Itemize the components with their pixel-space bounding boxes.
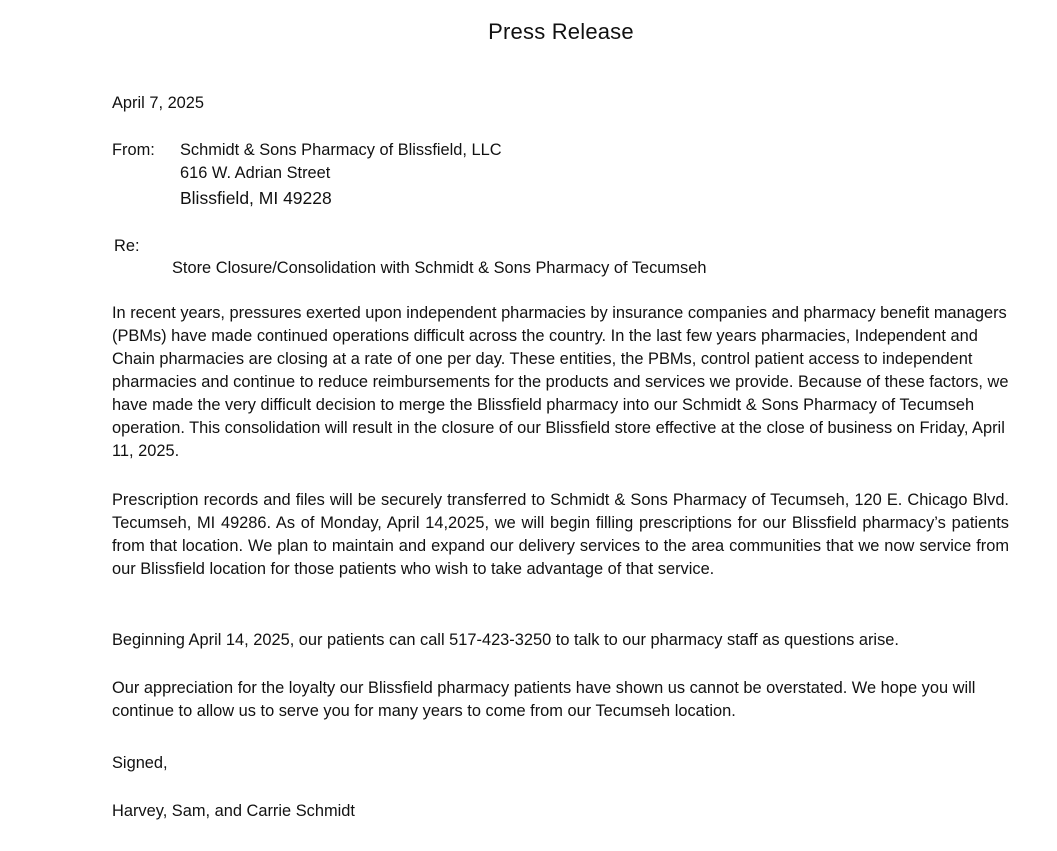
signatories: Harvey, Sam, and Carrie Schmidt xyxy=(112,802,355,820)
from-label: From: xyxy=(112,141,155,159)
from-city: Blissfield, MI 49228 xyxy=(180,188,332,208)
document-title: Press Release xyxy=(488,19,634,44)
re-subject: Store Closure/Consolidation with Schmidt & Sons Pharmacy of Tecumseh xyxy=(172,259,707,277)
closing: Signed, xyxy=(112,754,168,772)
paragraph-contact: Beginning April 14, 2025, our patients can call 517-423-3250 to talk to our pharmacy staff as questions arise. xyxy=(112,631,899,649)
re-label: Re: xyxy=(114,237,140,255)
release-date: April 7, 2025 xyxy=(112,94,205,112)
from-company: Schmidt & Sons Pharmacy of Blissfield, LLC xyxy=(180,141,502,159)
from-street: 616 W. Adrian Street xyxy=(180,164,331,182)
paragraph-transfer: Prescription records and files will be securely transferred to Schmidt & Sons Pharmacy of Tecumseh, 120 E. Chicago Blvd. Tecumseh, MI 49286. As of Monday, April 14,2025, we will begin filling prescriptions for our Blissfield pharmacy’s patients from that location. We plan to maintain and expand our delivery services to the area communities that we now service from our Blissfield location for those patients who wish to take advantage of that service. xyxy=(112,491,1009,578)
paragraph-pressures: In recent years, pressures exerted upon independent pharmacies by insurance companies and pharmacy benefit managers (PBMs) have made continued operations difficult across the country. In the last few years pharmacies, Independent and Chain pharmacies are closing at a rate of one per day. These entities, the PBMs, control patient access to independent pharmacies and continue to reduce reimbursements for the products and services we provide. Because of these factors, we have made the very difficult decision to merge the Blissfield pharmacy into our Schmidt & Sons Pharmacy of Tecumseh operation. This consolidation will result in the closure of our Blissfield store effective at the close of business on Friday, April 11, 2025. xyxy=(112,304,1009,460)
paragraph-appreciation: Our appreciation for the loyalty our Blissfield pharmacy patients have shown us cannot be overstated. We hope you will continue to allow us to serve you for many years to come from our Tecumseh location. xyxy=(112,679,976,720)
